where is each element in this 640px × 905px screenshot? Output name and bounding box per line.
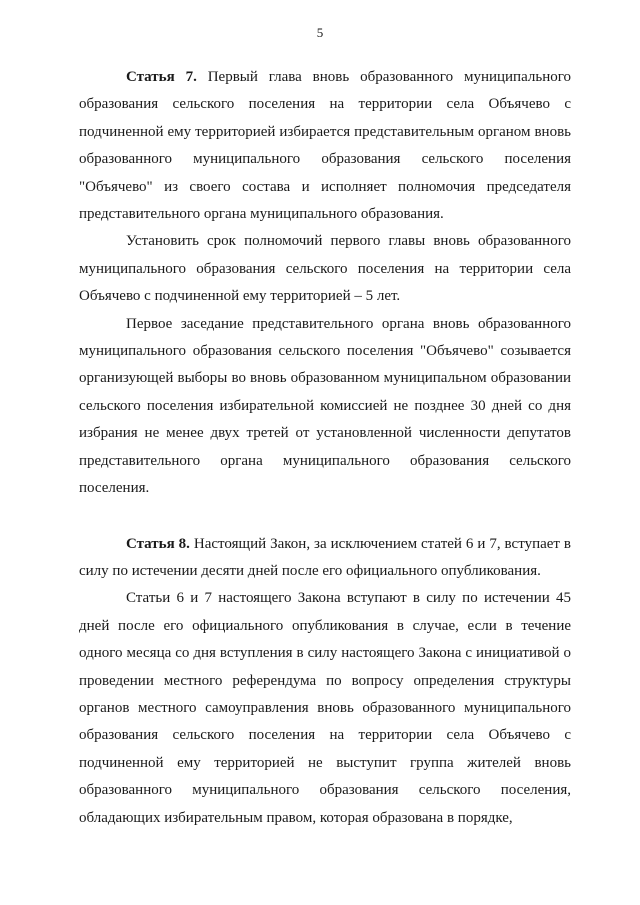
- article-8-heading: Статья 8.: [126, 535, 190, 552]
- entry-into-force-paragraph: Статьи 6 и 7 настоящего Закона вступают в силу по истечении 45 дней после его официального опубликования в случае, если в течение одного месяца со дня вступления в силу настоящего Закона с инициативой о проведении местного референдума по вопросу определения структуры органов местного самоуправления вновь образованного муниципального образования сельского поселения на территории села Объячево с подчиненной ему территорией не выступит группа жителей вновь образованного муниципального образования сельского поселения, обладающих избирательным правом, которая образована в порядке,: [79, 590, 571, 826]
- article-7-heading: Статья 7.: [126, 69, 197, 85]
- article-8-text: Настоящий Закон, за исключением статей 6 и 7, вступает в силу по истечении десяти дней после его официального опубликования.: [79, 535, 572, 579]
- first-meeting-paragraph: Первое заседание представительного органа вновь образованного муниципального образования сельского поселения "Объячево" созывается организующей выборы во вновь образованном муниципальном образовании сельского поселения избирательной комиссией не позднее 30 дней со дня избрания не менее двух третей от установленной численности депутатов представительного органа муниципального образования сельского поселения.: [79, 315, 571, 497]
- article-8-paragraph: [79, 531, 571, 586]
- term-of-office-paragraph: Установить срок полномочий первого главы вновь образованного муниципального образования сельского поселения на территории села Объячево с подчиненной ему территорией – 5 лет.: [79, 233, 571, 305]
- document-body: [79, 64, 571, 832]
- article-7-text: Первый глава вновь образованного муниципального образования сельского поселения на территории села Объячево с подчиненной ему территорией избирается представительным органом вновь образованного муниципального образования сельского поселения "Объячево" из своего состава и исполняет полномочия председателя представительного органа муниципального образования.: [79, 69, 572, 223]
- article-7-paragraph: [79, 64, 571, 228]
- page-number: 5: [316, 25, 324, 40]
